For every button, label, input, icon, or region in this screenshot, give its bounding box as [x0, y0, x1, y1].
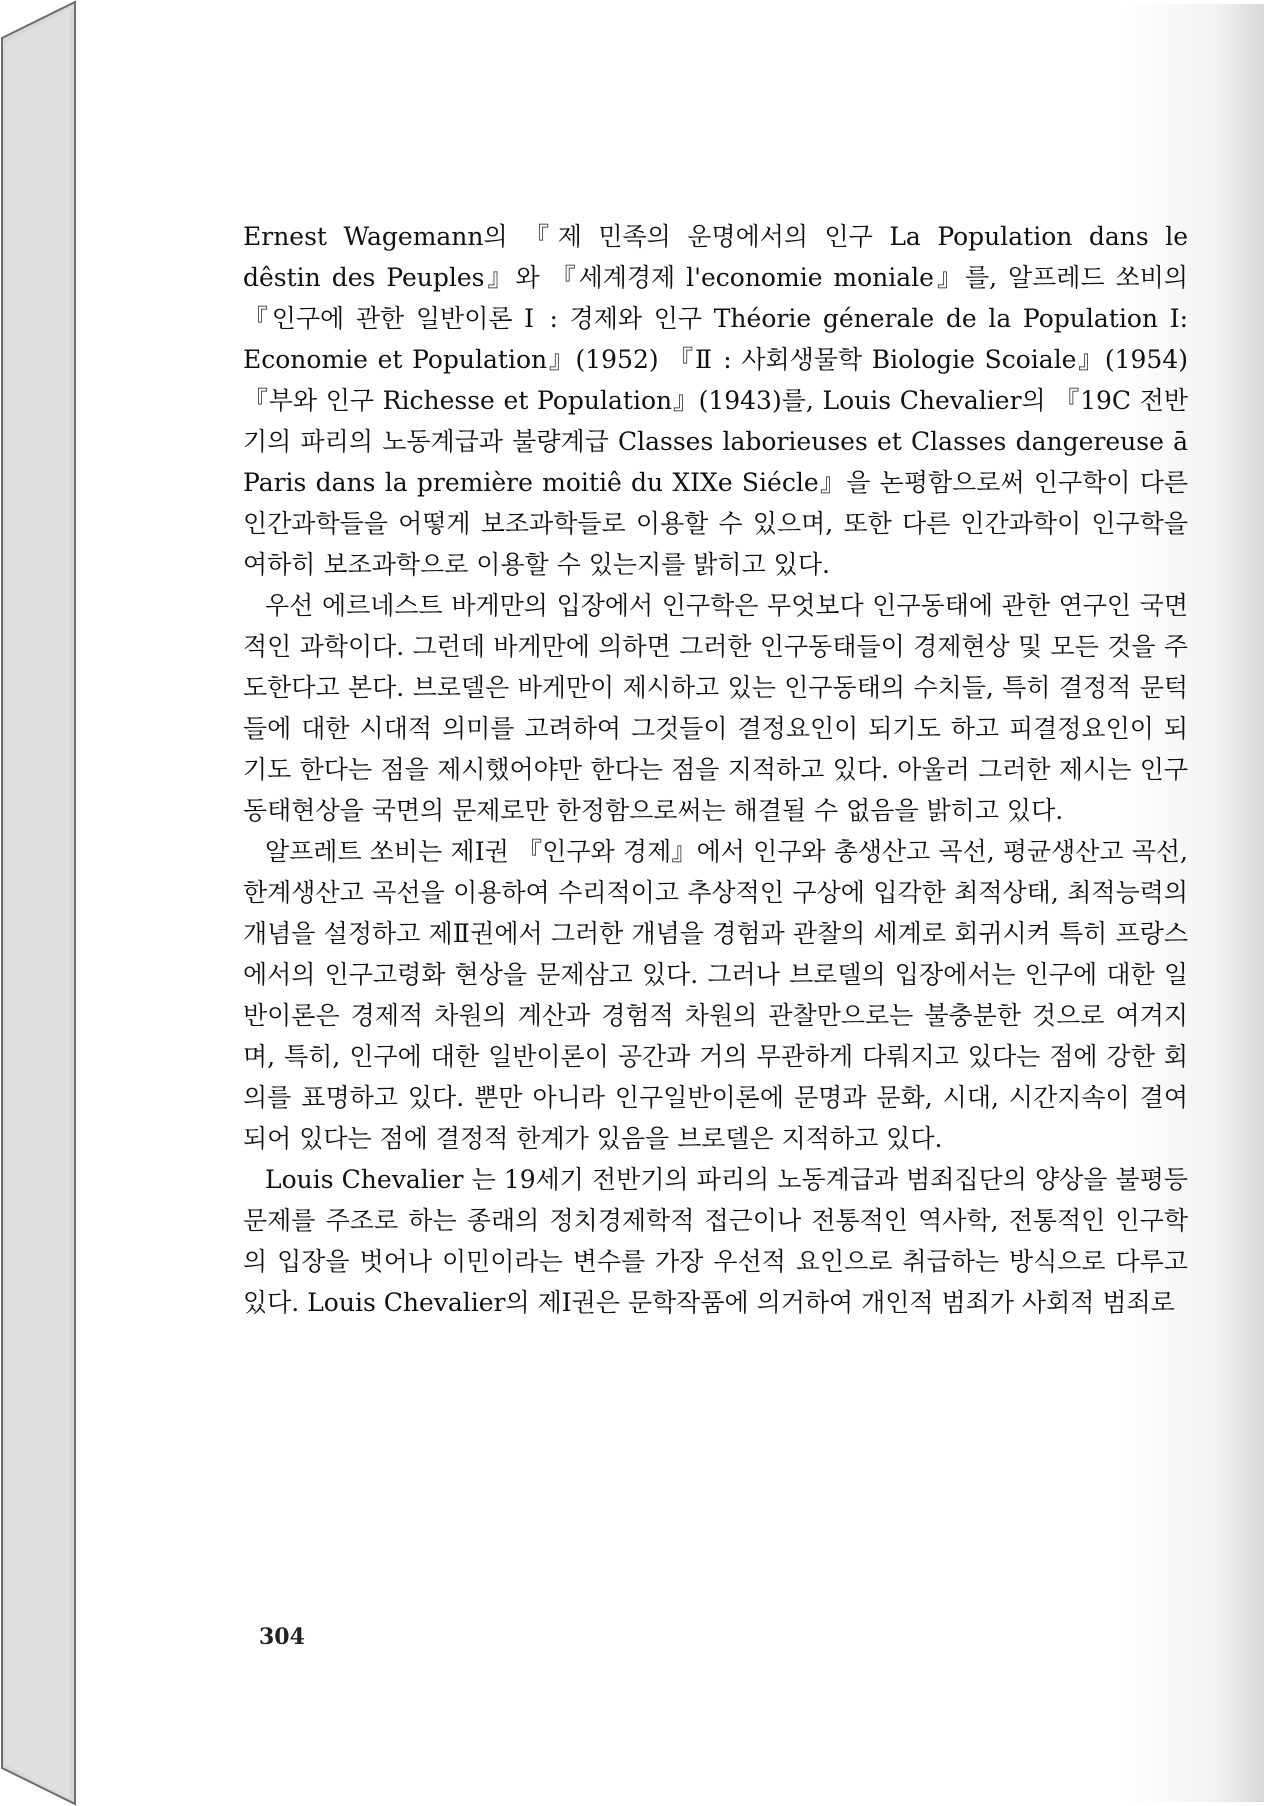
paragraph-2: 우선 에르네스트 바게만의 입장에서 인구학은 무엇보다 인구동태에 관한 연구인 국면적인 과학이다. 그런데 바게만에 의하면 그러한 인구동태들이 경제현상 및 모든 것을 주도한다고 본다. 브로델은 바게만이 제시하고 있는 인구동태의 수치들, 특히 결정적 문턱들에 대한 시대적 의미를 고려하여 그것들이 결정요인이 되기도 하고 피결정요인이 되기도 한다는 점을 제시했어야만 한다는 점을 지적하고 있다. 아울러 그러한 제시는 인구동태현상을 국면의 문제로만 한정함으로써는 해결될 수 없음을 밝히고 있다. [243, 591, 1188, 825]
body-text [243, 216, 1188, 1323]
paragraph-4: Louis Chevalier 는 19세기 전반기의 파리의 노동계급과 범죄집단의 양상을 불평등 문제를 주조로 하는 종래의 정치경제학적 접근이나 전통적인 역사학, 전통적인 인구학의 입장을 벗어나 이민이라는 변수를 가장 우선적 요인으로 취급하는 방식으로 다루고 있다. Louis Chevalier의 제Ⅰ권은 문학작품에 의거하여 개인적 범죄가 사회적 범죄로 [243, 1165, 1188, 1317]
page-number: 304 [259, 1624, 305, 1650]
paragraph-3: 알프레트 쏘비는 제Ⅰ권 『인구와 경제』에서 인구와 총생산고 곡선, 평균생산고 곡선, 한계생산고 곡선을 이용하여 수리적이고 추상적인 구상에 입각한 최적상태, 최적능력의 개념을 설정하고 제Ⅱ권에서 그러한 개념을 경험과 관찰의 세계로 회귀시켜 특히 프랑스에서의 인구고령화 현상을 문제삼고 있다. 그러나 브로델의 입장에서는 인구에 대한 일반이론은 경제적 차원의 계산과 경험적 차원의 관찰만으로는 불충분한 것으로 여겨지며, 특히, 인구에 대한 일반이론이 공간과 거의 무관하게 다뤄지고 있다는 점에 강한 회의를 표명하고 있다. 뿐만 아니라 인구일반이론에 문명과 문화, 시대, 시간지속이 결여되어 있다는 점에 결정적 한계가 있음을 브로델은 지적하고 있다. [243, 837, 1188, 1153]
paragraph-1: Ernest Wagemann의 『제 민족의 운명에서의 인구 La Population dans le dêstin des Peuples』와 『세계경제 l'economie moniale』를, 알프레드 쏘비의 『인구에 관한 일반이론 Ⅰ : 경제와 인구 Théorie génerale de la Population I: Economie et Population』(1952) 『Ⅱ : 사회생물학 Biologie Scoiale』(1954) 『부와 인구 Richesse et Population』(1943)를, Louis Chevalier의 『19C 전반기의 파리의 노동계급과 불량계급 Classes laborieuses et Classes dangereuse ā Paris dans la première moitiê du XIXe Siécle』을 논평함으로써 인구학이 다른 인간과학들을 어떻게 보조과학들로 이용할 수 있으며, 또한 다른 인간과학이 인구학을 여하히 보조과학으로 이용할 수 있는지를 밝히고 있다. [243, 222, 1188, 579]
book-page [75, 4, 1264, 1802]
